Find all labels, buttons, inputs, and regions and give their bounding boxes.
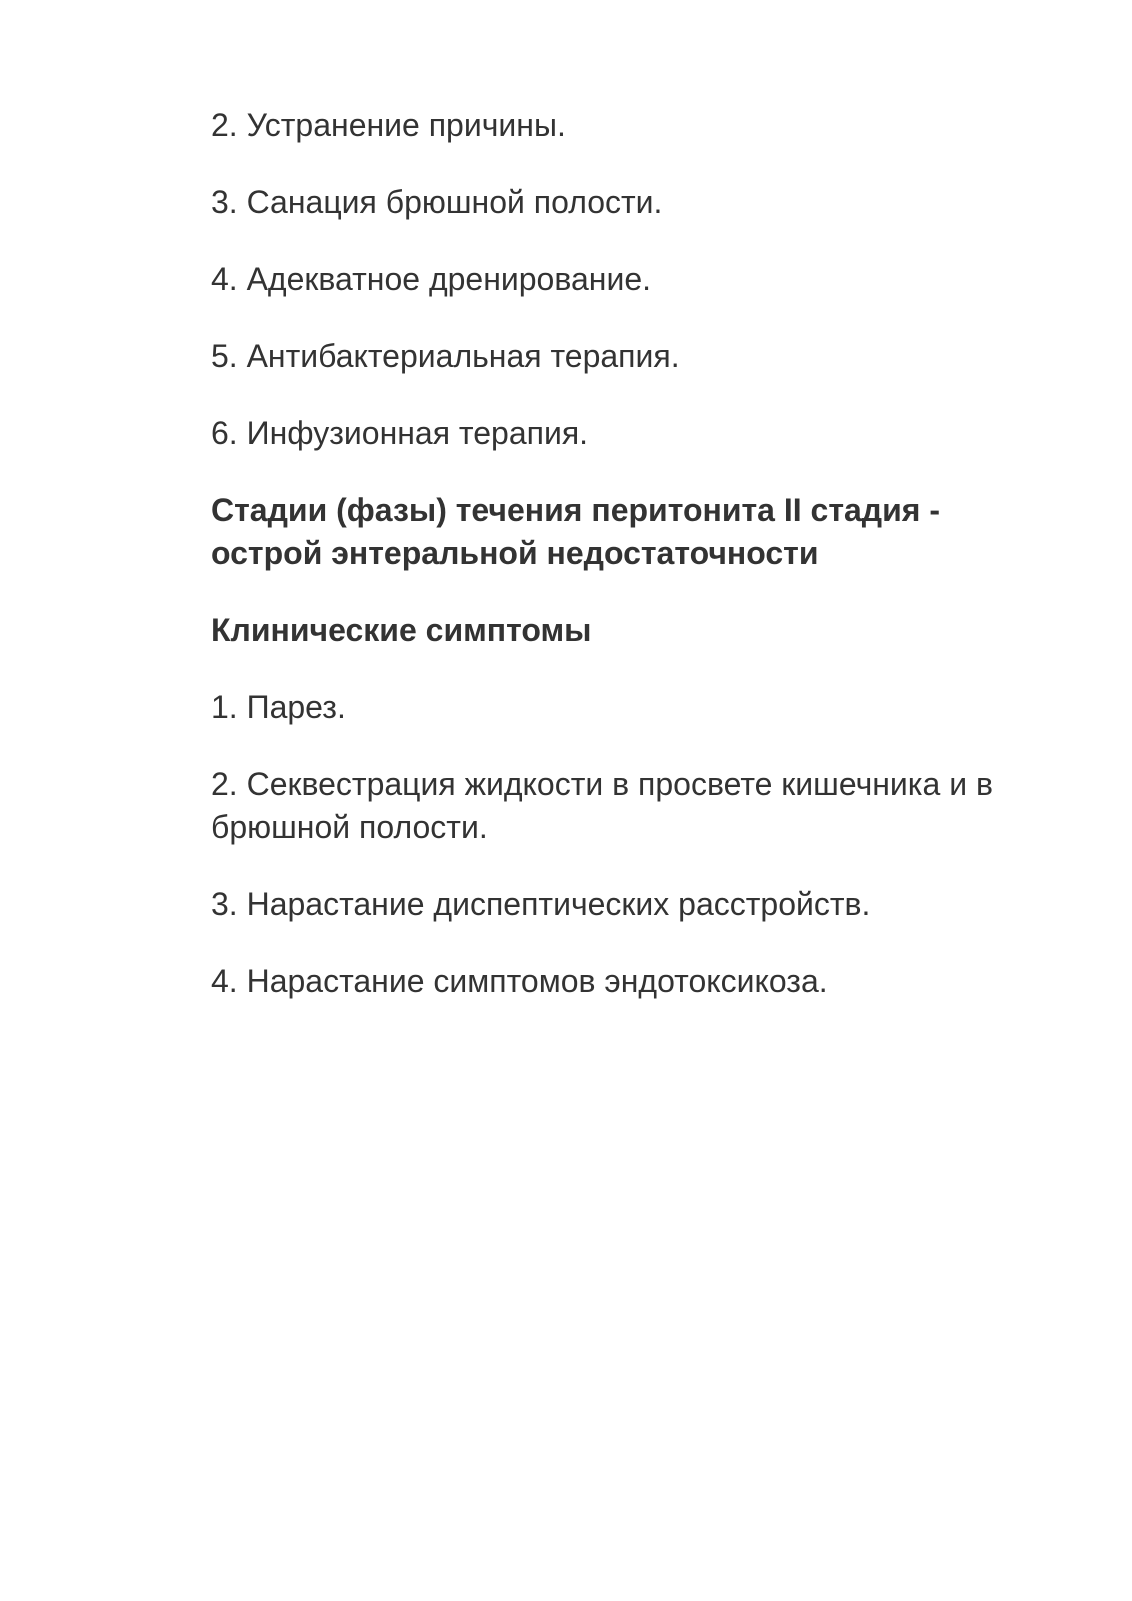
symptom-item-3: 3. Нарастание диспептических расстройств. [211, 886, 871, 922]
page-content [211, 104, 1031, 1037]
symptoms-heading: Клинические симптомы [211, 612, 592, 648]
symptom-item-1: 1. Парез. [211, 689, 346, 725]
symptom-item-4: 4. Нарастание симптомов эндотоксикоза. [211, 963, 828, 999]
treatment-item-4: 4. Адекватное дренирование. [211, 261, 652, 297]
symptom-item-2: 2. Секвестрация жидкости в просвете кишечника и в брюшной полости. [211, 766, 993, 845]
treatment-item-2: 2. Устранение причины. [211, 107, 566, 143]
stage-heading: Стадии (фазы) течения перитонита II стадия - острой энтеральной недостаточности [211, 492, 940, 571]
treatment-item-5: 5. Антибактериальная терапия. [211, 338, 680, 374]
treatment-item-6: 6. Инфузионная терапия. [211, 415, 589, 451]
treatment-item-3: 3. Санация брюшной полости. [211, 184, 663, 220]
